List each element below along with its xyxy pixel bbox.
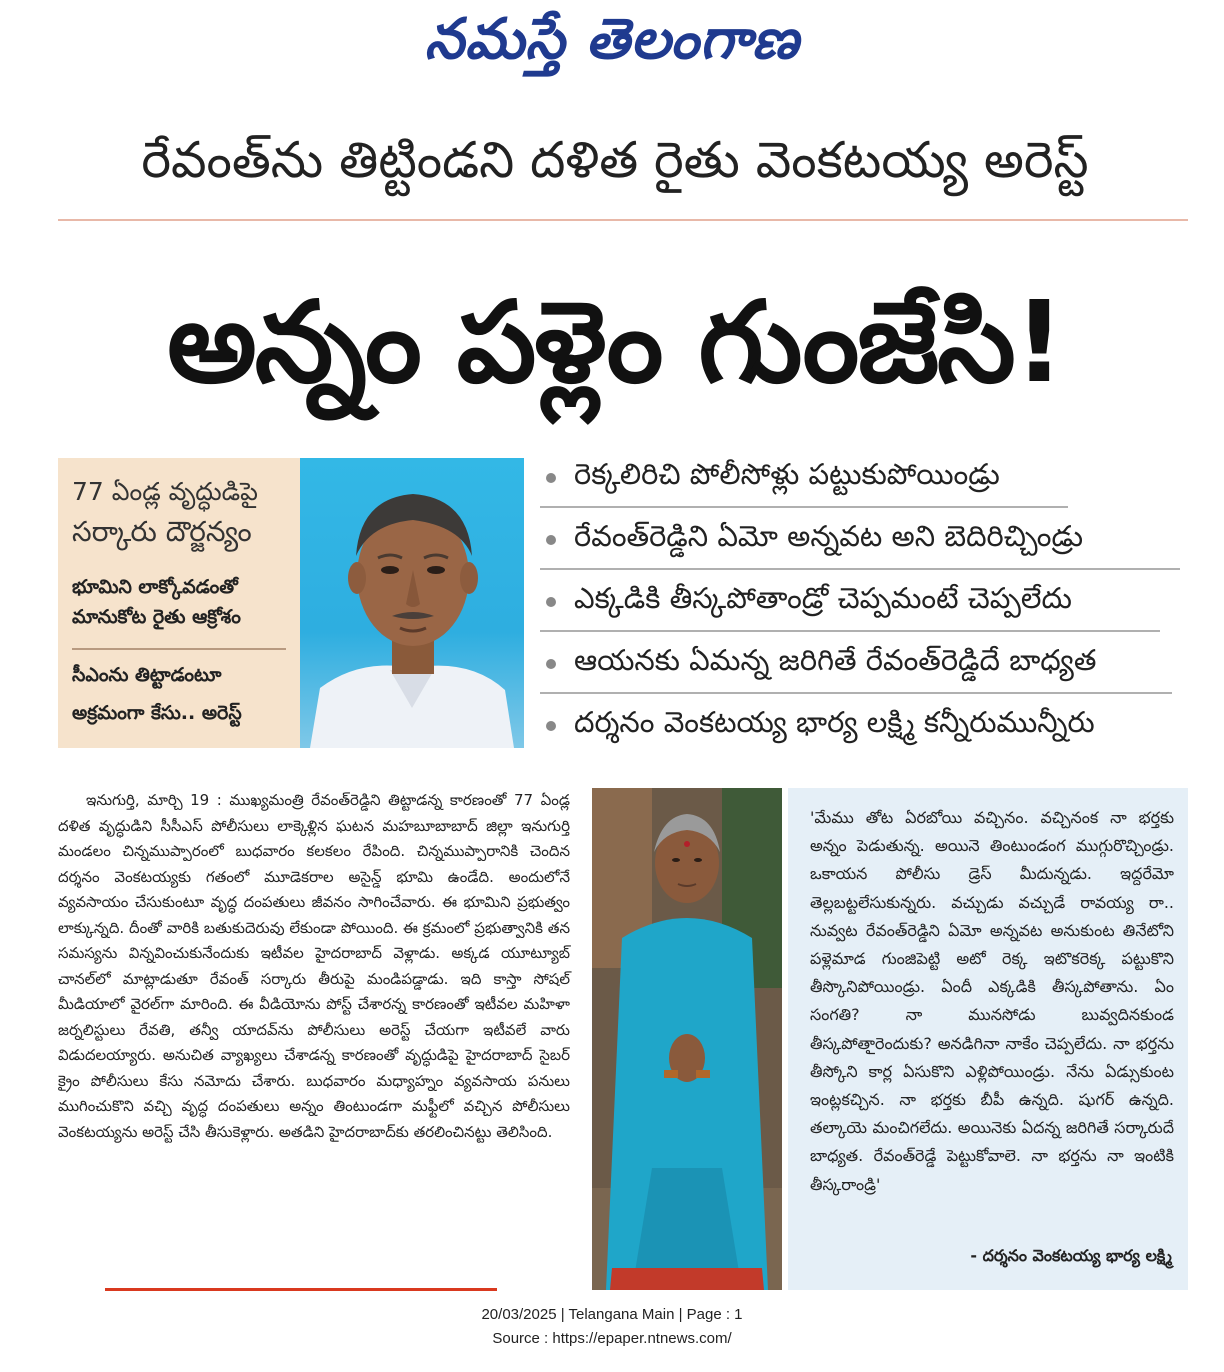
kicker-divider — [58, 219, 1188, 221]
deck-line-2: సర్కారు దౌర్జన్యం — [72, 515, 252, 548]
bullet-item — [540, 450, 1068, 508]
bullet-dot-icon — [546, 721, 556, 731]
woman-portrait-icon — [592, 788, 782, 1290]
farmer-portrait-icon — [300, 458, 524, 748]
bullet-item — [540, 636, 1172, 694]
main-headline: అన్నం పళ్లెం గుంజేసి! — [167, 278, 1063, 408]
article-paragraph: ఇనుగుర్తి, మార్చి 19 : ముఖ్యమంత్రి రేవంత్‌రెడ్డిని తిట్టాడన్న కారణంతో 77 ఏండ్ల దళిత వృద్ధుడిని సీసీఎస్ పోలీసులు లాక్కెళ్లిన ఘటన మహబూబాబాద్ జిల్లా ఇనుగుర్తి మండలం చిన్నముప్పారంలో బుధవారం కలకలం రేపింది. చిన్నముప్పారానికి చెందిన దర్శనం వెంకటయ్యకు గతంలో మూడెకరాల అసైన్డ్ భూమి ఉండేది. అందులోనే వ్యవసాయం చేసుకుంటూ వృద్ధ దంపతులు జీవనం సాగించేవారు. ఈ భూమిని ప్రభుత్వం లాక్కున్నది. దీంతో వారికి బతుకుదెరువు లేకుండా పోయింది. ఈ క్రమంలో ప్రభుత్వానికి తన సమస్యను విన్నవించుకునేందుకు ఇటీవల హైదరాబాద్ వెళ్లాడు. అక్కడ యూట్యూబ్ చానల్‌లో మాట్లాడుతూ రేవంత్ సర్కారు తీరుపై మండిపడ్డాడు. ఇది కాస్తా సోషల్ మీడియాలో వైరల్‌గా మారింది. ఈ వీడియోను పోస్ట్ చేశారన్న కారణంతో ఇటీవల మహిళా జర్నలిస్టులు రేవతి, తన్వీ యాదవ్‌ను పోలీసులు అరెస్ట్ చేయగా ఇటీవలే వారు విడుదలయ్యారు. అనుచిత వ్యాఖ్యలు చేశాడన్న కారణంతో వృద్ధుడిపై హైదరాబాద్ సైబర్ క్రైం పోలీసులు కేసు నమోదు చేశారు. బుధవారం మధ్యాహ్నం వ్యవసాయ పనులు ముగించుకొని వచ్చి వృద్ధ దంపతులు అన్నం తింటుండగా మఫ్టీలో వచ్చిన పోలీసులు వెంకటయ్యను అరెస్ట్ చేసి తీసుకెళ్లారు. అతడిని హైదరాబాద్‌కు తరలించినట్టు తెలిసింది. — [58, 791, 570, 1141]
deck-subhead-2: సీఎంను తిట్టాడంటూ అక్రమంగా కేసు.. అరెస్ట్ — [72, 664, 242, 724]
bullet-dot-icon — [546, 473, 556, 483]
kicker-headline: రేవంత్‌ను తిట్టిండని దళిత రైతు వెంకటయ్య అరెస్ట్ — [141, 131, 1089, 189]
bullet-text: దర్శనం వెంకటయ్య భార్య లక్ష్మి కన్నీరుమున్నీరు — [574, 705, 1095, 739]
quote-text: 'మేము తోట ఏరబోయి వచ్చినం. వచ్చినంక నా భర్తకు అన్నం పెడుతున్న. అయినె తింటుండంగ ముగ్గురొచ్చిండ్రు. ఒకాయన పోలీసు డ్రెస్ మీదున్నడు. ఇద్దరేమో తెల్లబట్టలేసుకున్నరు. వచ్చుడు వచ్చుడే రావయ్య రా.. నువ్వట రేవంత్‌రెడ్డిని ఏమో అన్నవట అనుకుంట తినేటోని పళ్లెమాడ గుంజిపెట్టి అటో రెక్క ఇటొకరెక్క పట్టుకొని తీస్కొనిపోయిండ్రు. ఏందీ ఎక్కడికి తీస్కపోతాను. ఏం సంగతి? నా మునసోడు బువ్వదినకుండ తీస్కపోతాౖరెందుకు? అనడిగినా నాకేం చెప్పలేదు. నా భర్తను తీస్కోని కార్ల ఏసుకొని ఎళ్లిపోయిండ్రు. నేను ఏడ్సుకుంట ఇంట్లకచ్చిన. నా భర్తకు బీపీ ఉన్నది. షుగర్ ఉన్నది. తల్కాయె మంచిగలేదు. అయినెకు ఏదన్న జరిగితే సర్కారుదే బాధ్యత. రేవంత్‌రెడ్డే పెట్టుకోవాలె. నా భర్తను నా ఇంటికి తీస్కరాండ్రి' — [810, 808, 1174, 1194]
bullet-text: ఎక్కడికి తీస్కపోతాండ్రో చెప్పమంటే చెప్పలేదు — [574, 581, 1072, 615]
farmer-photo — [300, 458, 524, 748]
bullet-item — [540, 512, 1180, 570]
quote-attribution: - దర్శనం వెంకటయ్య భార్య లక్ష్మి — [970, 1246, 1172, 1265]
bullet-item — [540, 574, 1160, 632]
bullet-text: రేవంత్‌రెడ్డిని ఏమో అన్నవట అని బెదిరిచ్చిండ్రు — [574, 519, 1083, 553]
article-body — [58, 788, 570, 1258]
bullet-list — [540, 450, 1190, 760]
bullet-text: ఆయనకు ఏమన్న జరిగితే రేవంత్‌రెడ్డిదే బాధ్యత — [574, 643, 1097, 677]
wife-photo — [592, 788, 782, 1290]
footer-date-page: 20/03/2025 | Telangana Main | Page : 1 — [481, 1306, 743, 1323]
footer-source: Source : https://epaper.ntnews.com/ — [492, 1330, 732, 1347]
deck-subhead-1: భూమిని లాక్కోవడంతో మానుకోట రైతు ఆక్రోశం — [72, 576, 241, 628]
quote-box — [788, 788, 1188, 1290]
bullet-text: రెక్కలిరిచి పోలీసోళ్లు పట్టుకుపోయిండ్రు — [574, 457, 1000, 491]
bullet-dot-icon — [546, 535, 556, 545]
deck-divider — [72, 648, 286, 650]
bullet-dot-icon — [546, 659, 556, 669]
bullet-dot-icon — [546, 597, 556, 607]
deck-box — [58, 458, 300, 748]
bullet-item — [540, 698, 1188, 754]
article-end-rule — [105, 1288, 497, 1291]
deck-line-1: 77 ఏండ్ల వృద్ధుడిపై — [72, 477, 258, 506]
masthead-logo: నమస్తే తెలంగాణ — [424, 7, 800, 72]
